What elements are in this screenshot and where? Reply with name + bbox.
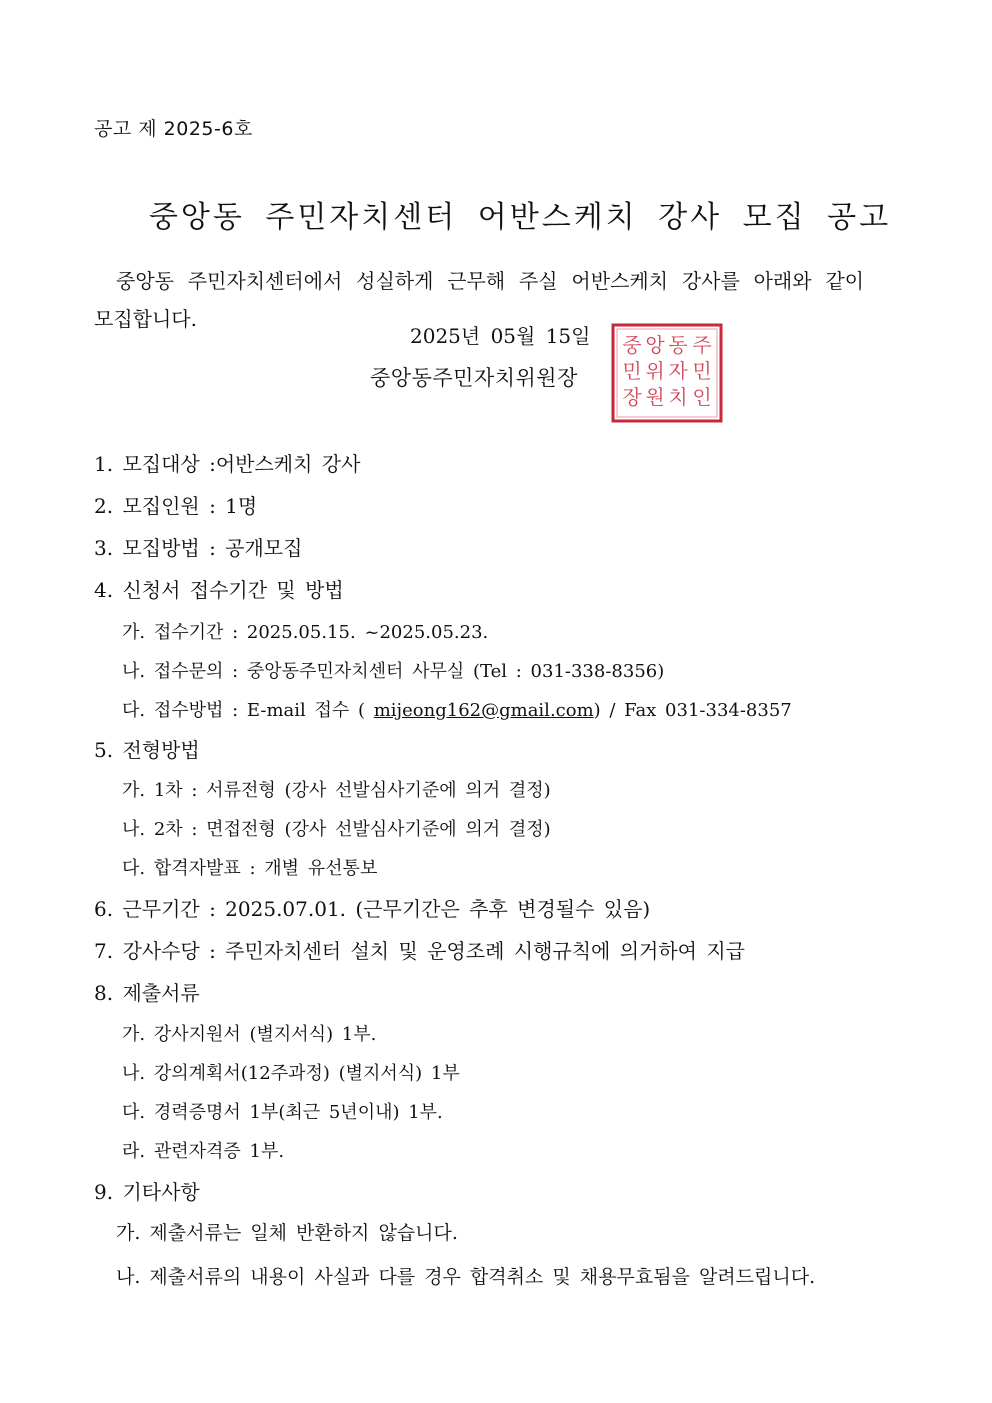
svg-text:중: 중 (622, 333, 642, 357)
svg-text:주: 주 (692, 333, 712, 357)
page-title: 중앙동 주민자치센터 어반스케치 강사 모집 공고 (148, 200, 892, 236)
application-period: 가. 접수기간 : 2025.05.15. ~2025.05.23. (122, 622, 489, 643)
section-recruit-method: 3. 모집방법 : 공개모집 (94, 536, 303, 560)
section-selection: 5. 전형방법 (94, 738, 200, 762)
svg-text:민: 민 (622, 359, 642, 383)
section-recruit-target: 1. 모집대상 :어반스케치 강사 (94, 452, 361, 476)
notice-number: 공고 제 2025-6호 (94, 118, 253, 140)
document-qualification: 라. 관련자격증 1부. (122, 1141, 285, 1162)
section-documents: 8. 제출서류 (94, 981, 200, 1005)
svg-text:위: 위 (645, 359, 665, 383)
official-seal-stamp (610, 322, 724, 424)
application-submission (122, 696, 792, 722)
section-instructor-pay: 7. 강사수당 : 주민자치센터 설치 및 운영조례 시행규칙에 의거하여 지급 (94, 939, 745, 963)
submission-suffix: ) / Fax 031-334-8357 (593, 700, 792, 721)
other-no-return: 가. 제출서류는 일체 반환하지 않습니다. (116, 1222, 458, 1244)
email-link[interactable]: mijeong162@gmail.com (373, 700, 594, 721)
svg-text:장: 장 (622, 385, 642, 409)
signer-name: 중앙동주민자치위원장 (370, 366, 578, 390)
document-lesson-plan: 나. 강의계획서(12주과정) (별지서식) 1부 (122, 1063, 460, 1084)
announcement-date: 2025년 05월 15일 (410, 324, 591, 348)
svg-text:치: 치 (668, 385, 688, 409)
svg-text:앙: 앙 (645, 333, 665, 357)
section-recruit-count: 2. 모집인원 : 1명 (94, 494, 258, 518)
section-work-period: 6. 근무기간 : 2025.07.01. (근무기간은 추후 변경될수 있음) (94, 897, 651, 921)
selection-round2: 나. 2차 : 면접전형 (강사 선발심사기준에 의거 결정) (122, 819, 551, 840)
submission-prefix: 다. 접수방법 : E-mail 접수 ( (122, 700, 374, 721)
document-application-form: 가. 강사지원서 (별지서식) 1부. (122, 1024, 377, 1045)
svg-text:자: 자 (668, 359, 688, 383)
selection-round1: 가. 1차 : 서류전형 (강사 선발심사기준에 의거 결정) (122, 780, 551, 801)
svg-text:원: 원 (645, 385, 665, 409)
svg-text:민: 민 (692, 359, 712, 383)
intro-paragraph: 중앙동 주민자치센터에서 성실하게 근무해 주실 어반스케치 강사를 아래와 같이 모집합니다. (94, 269, 864, 331)
selection-announcement: 다. 합격자발표 : 개별 유선통보 (122, 858, 378, 879)
svg-text:동: 동 (668, 333, 688, 357)
section-other: 9. 기타사항 (94, 1180, 200, 1204)
other-cancellation-notice: 나. 제출서류의 내용이 사실과 다를 경우 합격취소 및 채용무효됨을 알려드립니다. (116, 1266, 816, 1288)
document-career-certificate: 다. 경력증명서 1부(최근 5년이내) 1부. (122, 1102, 443, 1123)
application-inquiry: 나. 접수문의 : 중앙동주민자치센터 사무실 (Tel : 031-338-8356) (122, 661, 665, 682)
svg-text:인: 인 (692, 385, 712, 409)
section-application: 4. 신청서 접수기간 및 방법 (94, 578, 344, 602)
